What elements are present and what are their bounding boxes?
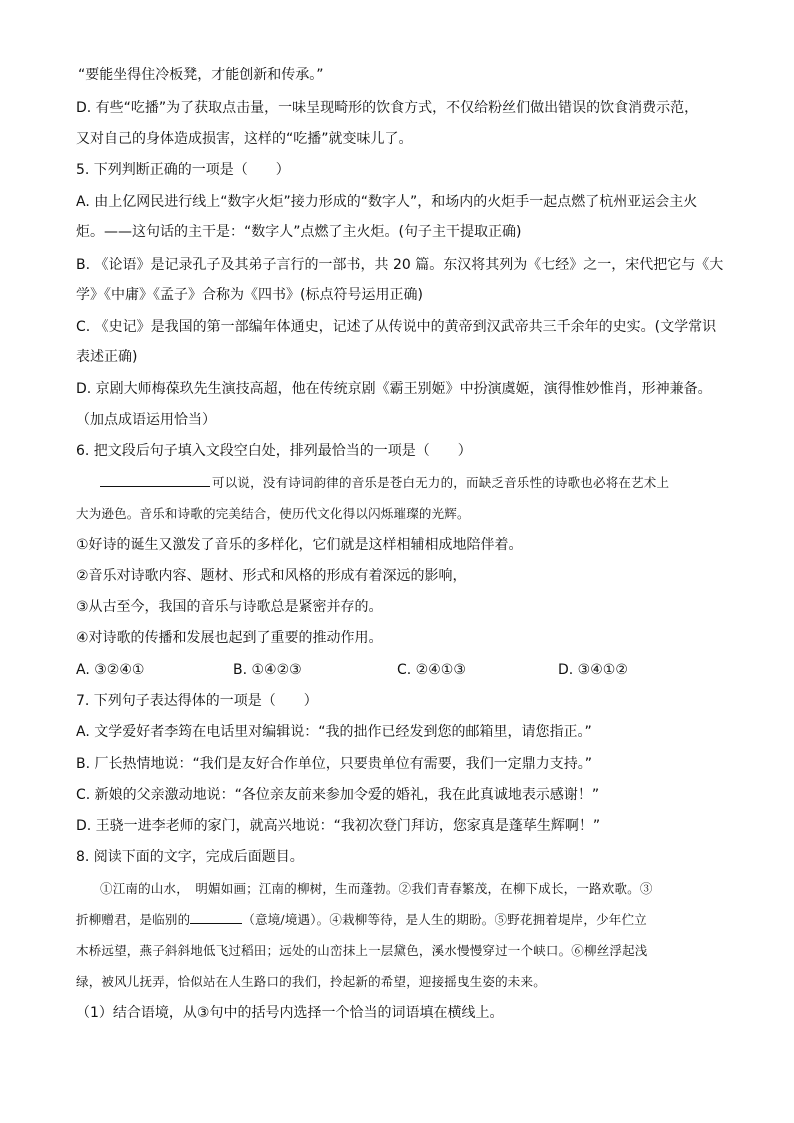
text-line: 炬。——这句话的主干是：“数字人”点燃了主火炬。(句子主干提取正确) — [76, 224, 522, 240]
text-line: B. 《论语》是记录孔子及其弟子言行的一部书，共 20 篇。东汉将其列为《七经》之一，宋代把它与《大 — [76, 257, 724, 273]
sentence-item: ③从古至今，我国的音乐与诗歌总是紧密并存的。 — [76, 599, 383, 615]
passage-line — [100, 474, 720, 492]
sentence-item: ②音乐对诗歌内容、题材、形式和风格的形成有着深远的影响， — [76, 568, 467, 584]
passage-line: 大为逊色。音乐和诗歌的完美结合，使历代文化得以闪烁璀璨的光辉。 — [76, 506, 470, 521]
text-line: B. 厂长热情地说：“我们是友好合作单位，只要贵单位有需要，我们一定鼎力支持。” — [76, 756, 593, 772]
text-line: D. 京剧大师梅葆玖先生演技高超，他在传统京剧《霸王别姬》中扮演虞姬，演得惟妙惟肖，形神兼备。 — [76, 381, 712, 397]
question-8-title: 8. 阅读下面的文字，完成后面题目。 — [76, 849, 304, 865]
passage-text: 折柳赠君，是临别的 — [76, 912, 191, 927]
text-line: C. 《史记》是我国的第一部编年体通史，记述了从传说中的黄帝到汉武帝共三千余年的史实。(文学常识 — [76, 319, 717, 335]
text-line: （加点成语运用恰当） — [76, 412, 216, 428]
question-6-title: 6. 把文段后句子填入文段空白处，排列最恰当的一项是（ ） — [76, 443, 472, 459]
text-line: C. 新娘的父亲激动地说：“各位亲友前来参加令爱的婚礼，我在此真诚地表示感谢！” — [76, 787, 600, 803]
passage-line: 绿，被风儿抚弄，恰似站在人生路口的我们，拎起新的希望，迎接摇曳生姿的未来。 — [76, 974, 546, 989]
passage-line — [76, 911, 726, 929]
text-line: 学》《中庸》《孟子》合称为《四书》(标点符号运用正确) — [76, 287, 423, 303]
text-line: A. 由上亿网民进行线上“数字火炬”接力形成的“数字人”，和场内的火炬手一起点燃了杭州亚运会主火 — [76, 194, 698, 210]
passage-line: ①江南的山水， 明媚如画；江南的柳树，生而蓬勃。②我们青春繁茂，在柳下成长，一路欢歌。③ — [100, 881, 653, 896]
text-line: A. 文学爱好者李筠在电话里对编辑说：“我的拙作已经发到您的邮箱里，请您指正。” — [76, 724, 592, 740]
text-line: 表述正确) — [76, 349, 138, 365]
sub-question-1: （1）结合语境，从③句中的括号内选择一个恰当的词语填在横线上。 — [76, 1005, 504, 1021]
sentence-item: ④对诗歌的传播和发展也起到了重要的推动作用。 — [76, 630, 383, 646]
answer-blank — [100, 474, 210, 487]
sentence-item: ①好诗的诞生又激发了音乐的多样化，它们就是这样相辅相成地陪伴着。 — [76, 537, 523, 553]
text-line: “要能坐得住冷板凳，才能创新和传承。” — [78, 67, 324, 83]
question-5-title: 5. 下列判断正确的一项是（ ） — [76, 162, 290, 178]
question-7-title: 7. 下列句子表达得体的一项是（ ） — [76, 693, 318, 709]
passage-line: 木桥远望，燕子斜斜地低飞过稻田；远处的山峦抹上一层黛色，溪水慢慢穿过一个峡口。⑥柳丝浮起浅 — [76, 943, 648, 958]
passage-text: （意境/境遇）。④栽柳等待，是人生的期盼。⑤野花拥着堤岸，少年伫立 — [242, 912, 647, 927]
option-c: C. ②④①③ — [397, 662, 466, 678]
passage-text: 可以说，没有诗词韵律的音乐是苍白无力的，而缺乏音乐性的诗歌也必将在艺术上 — [212, 475, 670, 490]
text-line: D. 王骁一进李老师的家门，就高兴地说：“我初次登门拜访，您家真是蓬荜生辉啊！” — [76, 818, 601, 834]
answer-blank — [190, 911, 242, 924]
option-d-line: D. 有些“吃播”为了获取点击量，一味呈现畸形的饮食方式，不仅给粉丝们做出错误的饮食消费示范， — [76, 100, 699, 116]
option-d: D. ③④①② — [558, 662, 628, 678]
option-a: A. ③②④① — [76, 662, 145, 678]
text-line: 又对自己的身体造成损害，这样的“吃播”就变味儿了。 — [76, 131, 413, 147]
option-b: B. ①④②③ — [233, 662, 302, 678]
